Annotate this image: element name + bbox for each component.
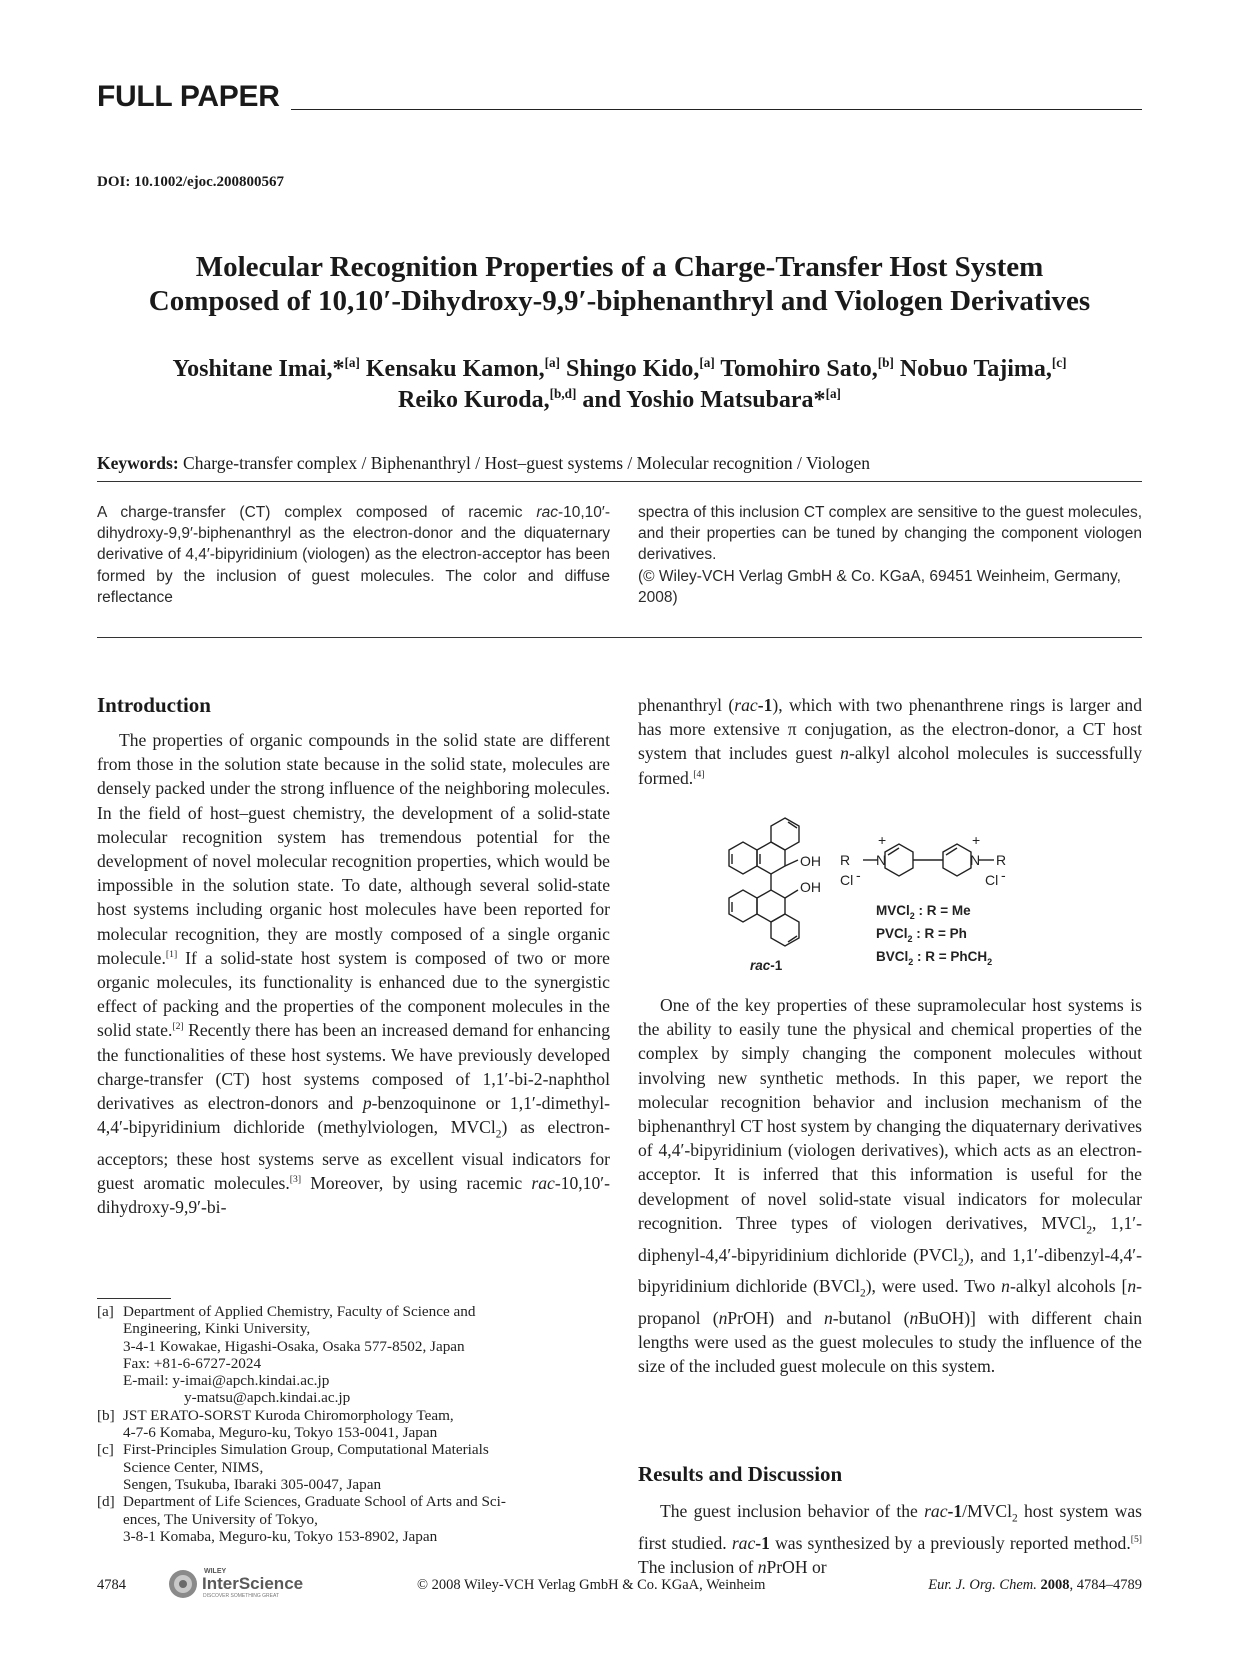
right-column-body bbox=[638, 993, 1142, 1379]
author-list bbox=[97, 354, 1142, 416]
charge-label: + bbox=[878, 832, 887, 848]
logo-interscience: InterScience bbox=[202, 1574, 304, 1593]
abstract-text: -10,10′-dihydroxy-9,9′-biphenanthryl as the electron-donor and the diquaternary derivative of 4,4′-bipyridinium (viologen) as the electron-acceptor has been formed by the inclusion of guest molecules. The color and diffuse reflectance bbox=[97, 504, 610, 606]
abstract-copyright: (© Wiley-VCH Verlag GmbH & Co. KGaA, 69451 Weinheim, Germany, 2008) bbox=[638, 567, 1121, 606]
legend-mvcl2: MVCl$_2$ : R = Me bbox=[876, 903, 971, 921]
legend-pvcl2: PVCl$_2$ : R = Ph bbox=[876, 926, 967, 944]
abstract-italic: rac bbox=[536, 504, 558, 521]
paragraph: The guest inclusion behavior of the rac-1/MVCl$_2$ host system was first studied. rac-1 was synthesized by a previously reported method.[5] The inclusion of nPrOH or bbox=[638, 1501, 1143, 1577]
journal-citation: Eur. J. Org. Chem. 2008, 4784–4789 bbox=[928, 1577, 1142, 1593]
affiliation-footnotes bbox=[97, 1303, 602, 1545]
compound-label: rac-1 bbox=[750, 958, 783, 973]
paragraph: phenanthryl (rac-1), which with two phenanthrene rings is larger and has more extensive π conjugation, as the electron-donor, a CT host system that includes guest n-alkyl alcohol molecules is successfully formed.[4] bbox=[638, 695, 1142, 788]
page-footer bbox=[97, 1568, 1142, 1601]
introduction-heading: Introduction bbox=[97, 693, 211, 717]
abstract-text: A charge-transfer (CT) complex composed of racemic bbox=[97, 504, 537, 521]
email-link[interactable]: E-mail: y-imai@apch.kindai.ac.jp bbox=[123, 1372, 330, 1390]
author: Nobuo Tajima, bbox=[893, 356, 1052, 382]
nitrogen-label: N bbox=[876, 852, 887, 868]
affiliation-mark: [a] bbox=[544, 355, 560, 370]
doi[interactable]: DOI: 10.1002/ejoc.200800567 bbox=[97, 174, 285, 190]
footnote-b: [b] JST ERATO-SORST Kuroda Chiromorphology Team, 4-7-6 Komaba, Meguro-ku, Tokyo 153-0041, Japan bbox=[97, 1406, 454, 1442]
charge-label: - bbox=[1001, 867, 1006, 883]
author: Shingo Kido, bbox=[559, 356, 700, 382]
abstract-text: spectra of this inclusion CT complex are sensitive to the guest molecules, and their properties can be tuned by changing the component viologen derivatives. bbox=[638, 504, 1142, 564]
hydroxyl-label: OH bbox=[800, 879, 821, 895]
affiliation-mark: [b,d] bbox=[549, 386, 577, 401]
citation-link[interactable]: [2] bbox=[172, 1021, 184, 1033]
charge-label: + bbox=[972, 832, 981, 848]
abstract-right bbox=[638, 502, 1142, 608]
interscience-logo[interactable] bbox=[166, 1563, 331, 1601]
footnote-d: [d] Department of Life Sciences, Graduate School of Arts and Sci- ences, The University of Tokyo, 3-8-1 Komaba, Meguro-ku, Tokyo 153-8902, Japan bbox=[97, 1493, 506, 1545]
email-link[interactable]: y-matsu@apch.kindai.ac.jp bbox=[184, 1389, 351, 1407]
logo-tagline: DISCOVER SOMETHING GREAT bbox=[203, 1593, 280, 1599]
footnote-rule bbox=[97, 1298, 171, 1299]
rac-1-structure bbox=[729, 818, 799, 946]
affiliation-mark: [b] bbox=[877, 355, 894, 370]
footer-copyright: © 2008 Wiley-VCH Verlag GmbH & Co. KGaA, Weinheim bbox=[417, 1577, 766, 1593]
paragraph: One of the key properties of these supramolecular host systems is the ability to easily tune the physical and chemical properties of the complex by simply changing the component molecules without involving new synthetic methods. In this paper, we report the molecular recognition behavior and inclusion mechanism of the biphenanthryl CT host system by changing the diquaternary derivatives of 4,4′-bipyridinium (viologen derivatives), which acts as an electron-acceptor. It is inferred that this information is useful for the development of novel solid-state visual indicators for molecular recognition. Three types of viologen derivatives, MVCl$_2$, 1,1′-diphenyl-4,4′-bipyridinium dichloride (PVCl$_2$), and 1,1′-dibenzyl-4,4′-bipyridinium dichloride (BVCl$_2$), were used. Two n-alkyl alcohols [n-propanol (nPrOH) and n-butanol (nBuOH)] with different chain lengths were used as the guest molecules to study the influence of the size of the included guest molecule on this system. bbox=[638, 995, 1143, 1377]
section-label: FULL PAPER bbox=[97, 80, 280, 113]
author: Reiko Kuroda, bbox=[398, 387, 550, 413]
results-body bbox=[638, 1499, 1142, 1579]
r-group-label: R bbox=[996, 852, 1007, 868]
chloride-label: Cl bbox=[985, 872, 999, 888]
citation-link[interactable]: [4] bbox=[693, 768, 705, 780]
author: and Yoshio Matsubara* bbox=[576, 387, 826, 413]
running-header bbox=[97, 82, 1142, 112]
nitrogen-label: N bbox=[970, 852, 981, 868]
keywords bbox=[97, 452, 1142, 474]
page-number: 4784 bbox=[97, 1577, 126, 1593]
footnote-a: [a] Department of Applied Chemistry, Faculty of Science and Engineering, Kinki University, 3-4-1 Kowakae, Higashi-Osaka, Osaka 577-8502, Japan Fax: +81-6-6727-2024 E-mail: y-imai@apch.kindai.ac.jp y-matsu@apch.kindai.ac.jp bbox=[97, 1303, 602, 1407]
citation-link[interactable]: [1] bbox=[165, 948, 178, 960]
affiliation-mark: [a] bbox=[344, 355, 360, 370]
author: Kensaku Kamon, bbox=[359, 356, 545, 382]
author: Tomohiro Sato, bbox=[714, 356, 878, 382]
title-line-2: Composed of 10,10′-Dihydroxy-9,9′-biphenanthryl and Viologen Derivatives bbox=[148, 285, 1091, 317]
keywords-label: Keywords: bbox=[97, 453, 179, 473]
chloride-label: Cl bbox=[840, 872, 854, 888]
author-line-2 bbox=[97, 385, 1142, 416]
keywords-rule bbox=[97, 481, 1142, 482]
abstract-rule bbox=[97, 637, 1142, 638]
paragraph: The properties of organic compounds in the solid state are different from those in the solution state because in the solid state, molecules are densely packed under the strong influence of the neighboring molecules. In the field of host–guest chemistry, the development of a solid-state molecular recognition system has tremendous potential for the development of novel molecular recognition properties, which would be impossible in the solution state. To date, although several solid-state host systems including organic host molecules have been reported for molecular recognition, they are mostly composed of a single organic molecule.[1] If a solid-state host system is composed of two or more organic molecules, its functionality is enhanced due to the synergistic effect of packing and the properties of the component molecules in the solid state.[2] Recently there has been an increased demand for enhancing the functionalities of these host systems. We have previously developed charge-transfer (CT) host systems composed of 1,1′-bi-2-naphthol derivatives as electron-donors and p-benzoquinone or 1,1′-dimethyl-4,4′-bipyridinium dichloride (methylviologen, MVCl$_2$) as electron-acceptors; these host systems serve as excellent visual indicators for guest aromatic molecules.[3] Moreover, by using racemic rac-10,10′-dihydroxy-9,9′-bi- bbox=[97, 730, 611, 1218]
chemical-structure-figure bbox=[700, 810, 1100, 990]
citation-link[interactable]: [5] bbox=[1130, 1533, 1143, 1545]
author: Yoshitane Imai,* bbox=[172, 356, 345, 382]
charge-label: - bbox=[856, 867, 861, 883]
footnote-c: [c] First-Principles Simulation Group, Computational Materials Science Center, NIMS, Sengen, Tsukuba, Ibaraki 305-0047, Japan bbox=[97, 1441, 489, 1493]
introduction-body bbox=[97, 728, 610, 1220]
r-group-label: R bbox=[840, 852, 851, 868]
legend-bvcl2: BVCl$_2$ : R = PhCH$_2$ bbox=[876, 949, 993, 967]
article-title bbox=[97, 250, 1142, 318]
keywords-text: Charge-transfer complex / Biphenanthryl / Host–guest systems / Molecular recognition / Viologen bbox=[178, 453, 871, 473]
title-line-1: Molecular Recognition Properties of a Charge-Transfer Host System bbox=[195, 251, 1044, 283]
affiliation-mark: [c] bbox=[1051, 355, 1067, 370]
header-rule bbox=[291, 109, 1142, 110]
affiliation-mark: [a] bbox=[699, 355, 715, 370]
author-line-1 bbox=[97, 354, 1142, 385]
abstract-left bbox=[97, 502, 610, 608]
hydroxyl-label: OH bbox=[800, 853, 821, 869]
right-column-top bbox=[638, 693, 1142, 790]
citation-link[interactable]: [3] bbox=[289, 1174, 302, 1186]
results-heading: Results and Discussion bbox=[638, 1462, 843, 1486]
affiliation-mark: [a] bbox=[825, 386, 841, 401]
logo-wiley: WILEY bbox=[204, 1568, 227, 1575]
